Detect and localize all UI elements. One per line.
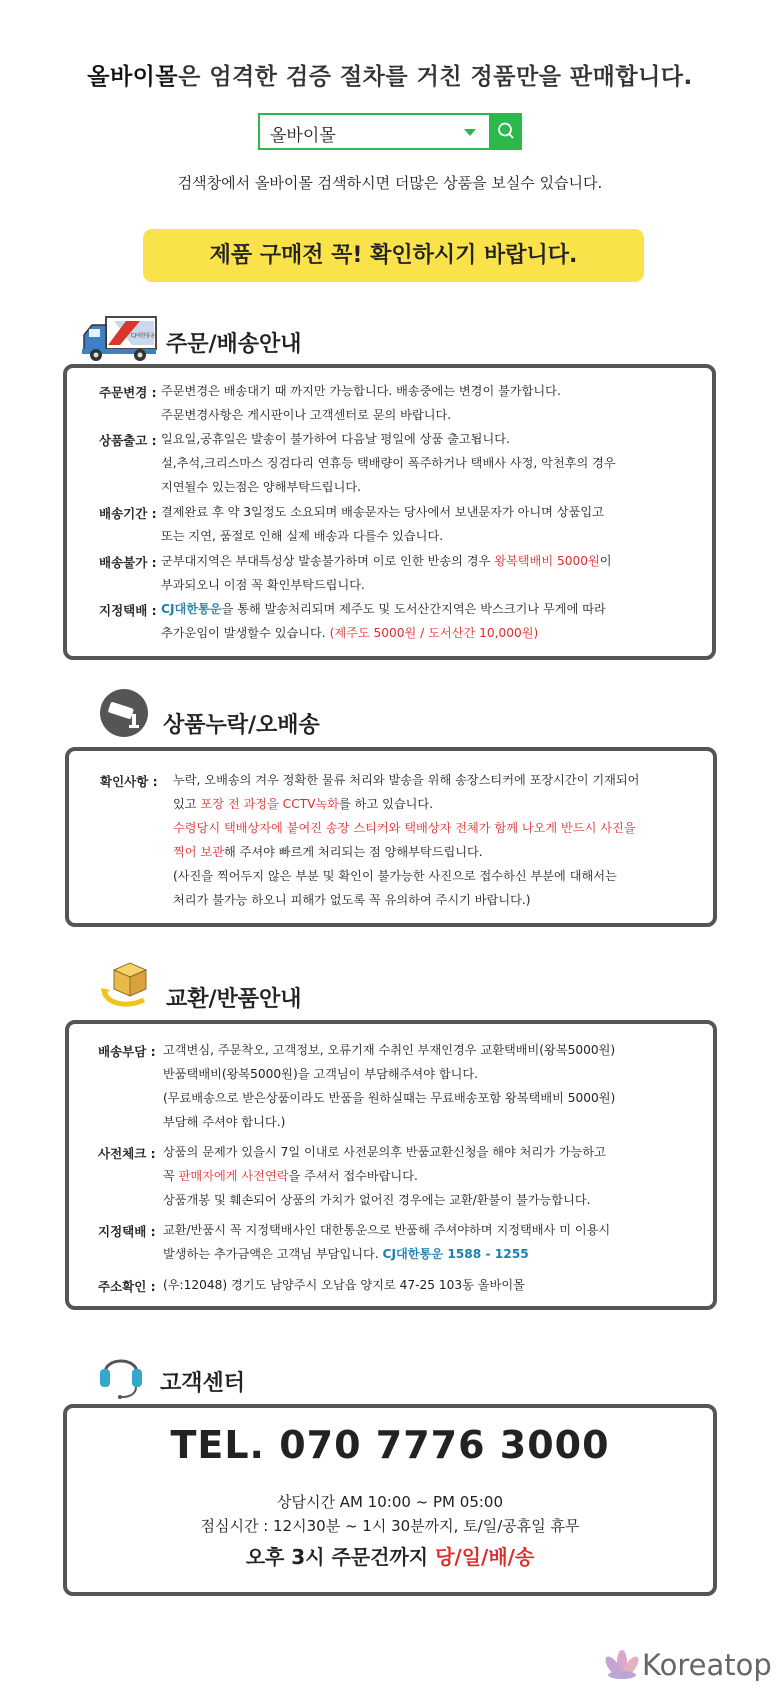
phone-number[interactable]: TEL. 070 7776 3000 xyxy=(170,1423,610,1467)
text-segment: 을 주셔서 접수바랍니다. xyxy=(288,1169,418,1183)
support-hours: 상담시간 AM 10:00 ~ PM 05:00 xyxy=(276,1493,503,1511)
text-line: (사진을 찍어두지 않은 부분 및 확인이 불가능한 사진으로 접수하신 부분에 대해서는 xyxy=(173,869,617,883)
search-button[interactable] xyxy=(489,113,522,150)
section-title-exchange: 교환/반품안내 xyxy=(166,987,302,1012)
label-release: 상품출고 : xyxy=(99,433,157,448)
text-line: (무료배송으로 받은상품이라도 반품을 원하실때는 무료배송포함 왕복택배비 5000원) xyxy=(163,1091,616,1105)
label-order-change: 주문변경 : xyxy=(99,385,157,400)
text-line: 주문변경사항은 게시판이나 고객센터로 문의 바랍니다. xyxy=(161,408,452,422)
search-input[interactable] xyxy=(258,113,491,150)
text-segment: 를 하고 있습니다. xyxy=(339,797,434,811)
text-line xyxy=(161,549,612,573)
text-line: 결제완료 후 약 3일정도 소요되며 배송문자는 당사에서 보낸문자가 아니며 상품입고 xyxy=(161,505,604,519)
text-line xyxy=(161,621,538,645)
text-segment: 있고 xyxy=(173,797,197,811)
search-icon xyxy=(496,121,516,141)
text-segment: 을 통해 발송처리되며 제주도 및 도서산간지역은 박스크기나 무게에 따라 xyxy=(221,602,606,616)
truck-text: CJ대한통운 xyxy=(131,333,156,339)
text-segment: 발생하는 추가금액은 고객님 부담입니다. xyxy=(163,1247,379,1261)
label-courier: 지정택배 : xyxy=(98,1224,156,1239)
shipping-panel xyxy=(63,364,716,660)
text-line: 수령당시 택배상자에 붙여진 송장 스티커와 택배상자 전체가 함께 나오게 반드시 사진을 xyxy=(173,821,636,835)
label-unable: 배송불가 : xyxy=(99,555,157,570)
text-line: 부담해 주셔야 합니다.) xyxy=(163,1115,286,1129)
search-widget xyxy=(258,113,520,150)
label-courier: 지정택배 : xyxy=(99,603,157,618)
truck-icon xyxy=(80,315,158,363)
box-return-icon xyxy=(100,960,155,1010)
label-address: 주소확인 : xyxy=(98,1279,156,1294)
koreatop-logo xyxy=(604,1646,774,1684)
headline xyxy=(0,58,780,91)
text-line: 지연될수 있는점은 양해부탁드립니다. xyxy=(161,480,361,494)
section-title-support: 고객센터 xyxy=(160,1371,246,1396)
highlight-blue: CJ대한통운 xyxy=(161,602,222,616)
text-line: 처리가 불가능 하오니 피해가 없도록 꼭 유의하여 주시기 바랍니다.) xyxy=(173,893,531,907)
text-segment: 군부대지역은 부대특성상 발송불가하며 이로 인한 반송의 경우 xyxy=(161,554,491,568)
missing-panel xyxy=(65,747,717,927)
text-line: 주문변경은 배송대기 때 까지만 가능합니다. 배송중에는 변경이 불가합니다. xyxy=(161,384,561,398)
highlight-blue: CJ대한통운 1588 - 1255 xyxy=(382,1247,529,1261)
chevron-down-icon[interactable] xyxy=(464,129,476,136)
text-line: 설,추석,크리스마스 징검다리 연휴등 택배량이 폭주하거나 택배사 사정, 악천후의 경우 xyxy=(161,456,616,470)
label-check: 확인사항 : xyxy=(100,774,158,789)
text-segment: 해 주셔야 빠르게 처리되는 점 양해부탁드립니다. xyxy=(223,845,483,859)
highlight-red: 왕복택배비 5000원 xyxy=(494,554,600,568)
watermark-text: Koreatop xyxy=(642,1648,772,1682)
section-title-missing: 상품누락/오배송 xyxy=(163,713,320,738)
highlight-red: 당/일/배/송 xyxy=(435,1545,535,1569)
highlight-red: 판매자에게 사전연락 xyxy=(178,1169,289,1183)
highlight-red: 포장 전 과정을 CCTV녹화 xyxy=(200,797,340,811)
search-hint: 검색창에서 올바이몰 검색하시면 더많은 상품을 보실수 있습니다. xyxy=(177,174,603,192)
cctv-camera-icon xyxy=(99,688,149,738)
text-segment: 꼭 xyxy=(163,1169,175,1183)
text-line xyxy=(163,1242,529,1266)
text-line: 또는 지연, 품절로 인해 실제 배송과 다를수 있습니다. xyxy=(161,529,444,543)
headline-rest: 은 엄격한 검증 절차를 거친 정품만을 판매합니다. xyxy=(178,64,693,90)
text-line: 상품의 문제가 있을시 7일 이내로 사전문의후 반품교환신청을 해야 처리가 가능하고 xyxy=(163,1145,606,1159)
text-line xyxy=(163,1164,418,1188)
text-line xyxy=(161,597,606,621)
label-period: 배송기간 : xyxy=(99,506,157,521)
headline-brand: 올바이몰 xyxy=(87,64,179,90)
highlight-red: 찍어 보관 xyxy=(173,845,224,859)
exchange-panel xyxy=(65,1020,717,1310)
label-pre-check: 사전체크 : xyxy=(98,1146,156,1161)
text-line: (우:12048) 경기도 남양주시 오남읍 양지로 47-25 103동 올바이몰 xyxy=(163,1278,525,1292)
text-segment: 이 xyxy=(599,554,612,568)
highlight-red: (제주도 5000원 / 도서산간 10,000원) xyxy=(329,626,539,640)
text-line: 반품택배비(왕복5000원)을 고객님이 부담해주셔야 합니다. xyxy=(163,1067,479,1081)
lotus-icon xyxy=(604,1648,640,1682)
notice-banner: 제품 구매전 꼭! 확인하시기 바랍니다. xyxy=(143,229,644,282)
text-line: 교환/반품시 꼭 지정택배사인 대한통운으로 반품해 주셔야하며 지정택배사 미 이용시 xyxy=(163,1223,611,1237)
text-line: 부과되오니 이점 꼭 확인부탁드립니다. xyxy=(161,578,365,592)
text-segment: 추가운임이 발생할수 있습니다. xyxy=(161,626,326,640)
text-line: 상품개봉 및 훼손되어 상품의 가치가 없어진 경우에는 교환/환불이 불가능합니다. xyxy=(163,1193,591,1207)
section-title-shipping: 주문/배송안내 xyxy=(166,332,302,357)
text-line: 일요일,공휴일은 발송이 불가하여 다음날 평일에 상품 출고됩니다. xyxy=(161,432,510,446)
text-line: 고객변심, 주문착오, 고객정보, 오류기재 수취인 부재인경우 교환택배비(왕복5000원) xyxy=(163,1043,616,1057)
same-day-shipping xyxy=(0,1541,780,1570)
lunch-hours: 점심시간 : 12시30분 ~ 1시 30분까지, 토/일/공휴일 휴무 xyxy=(200,1517,580,1535)
label-fee: 배송부담 : xyxy=(98,1044,156,1059)
text-line xyxy=(173,840,483,864)
search-value: 올바이몰 xyxy=(270,126,336,146)
text-line xyxy=(173,792,433,816)
text-line: 누락, 오배송의 겨우 정확한 물류 처리와 발송을 위해 송장스티커에 포장시간이 기재되어 xyxy=(173,773,640,787)
headset-icon xyxy=(98,1347,144,1399)
text-segment: 오후 3시 주문건까지 xyxy=(245,1545,429,1569)
